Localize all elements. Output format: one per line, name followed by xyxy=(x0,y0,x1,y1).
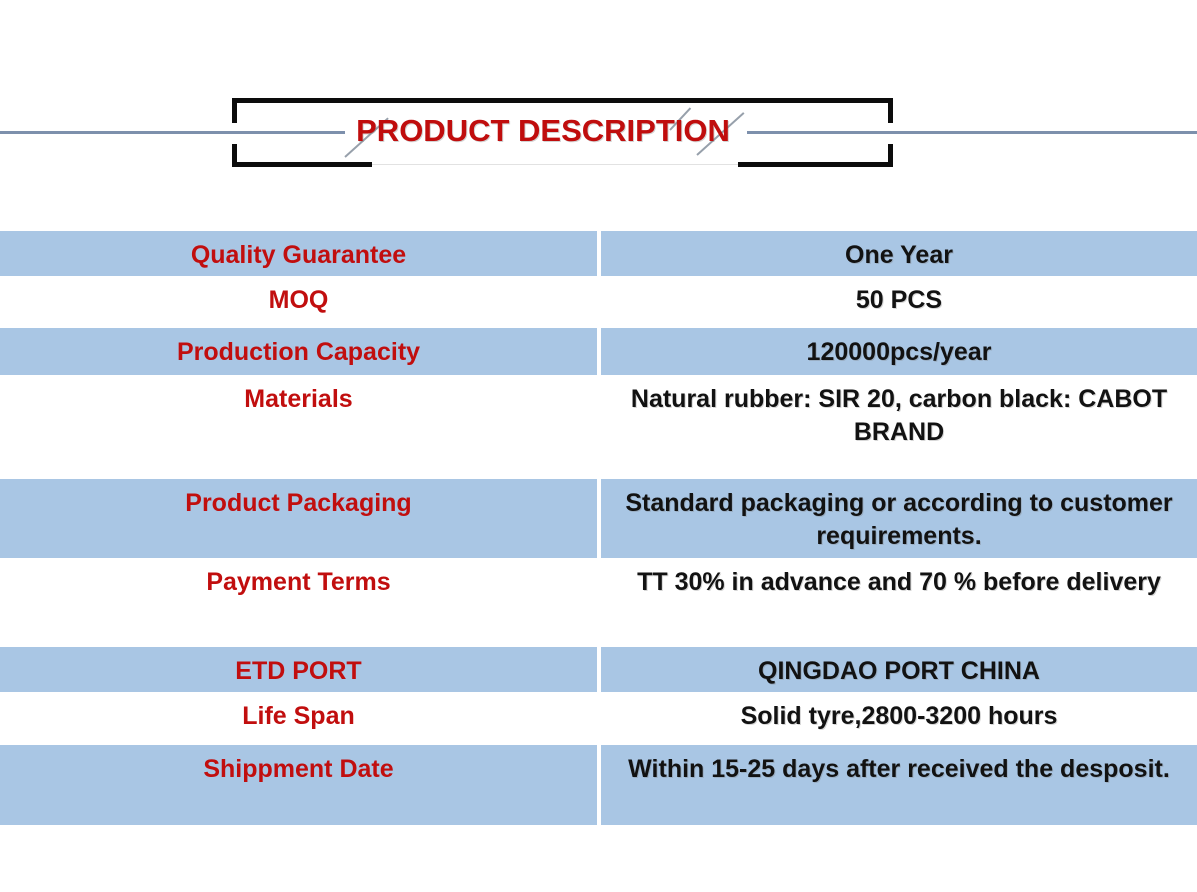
table-row xyxy=(0,745,1197,825)
row-value-text: 50 PCS xyxy=(855,286,943,314)
row-label: Life Span xyxy=(242,702,355,730)
row-value-text: Within 15-25 days after received the desposit. xyxy=(628,755,1170,783)
frame-bottom-border-right xyxy=(738,162,893,167)
table-row xyxy=(0,375,1197,479)
row-value xyxy=(601,558,1197,647)
row-value-text: One Year xyxy=(845,241,953,269)
table-row xyxy=(0,647,1197,692)
table-row xyxy=(0,692,1197,745)
row-label: Materials xyxy=(244,385,353,413)
row-value xyxy=(601,231,1197,276)
row-value xyxy=(601,328,1197,375)
product-spec-table xyxy=(0,231,1197,825)
row-value xyxy=(601,276,1197,328)
row-value-text: Standard packaging or according to customer requirements. xyxy=(625,489,1173,550)
row-label: Shippment Date xyxy=(0,745,597,825)
table-row xyxy=(0,328,1197,375)
table-row xyxy=(0,558,1197,647)
row-value xyxy=(601,479,1197,558)
table-row xyxy=(0,276,1197,328)
row-value xyxy=(601,375,1197,479)
section-title: PRODUCT DESCRIPTION xyxy=(356,113,730,148)
row-value xyxy=(601,692,1197,745)
accent-line-right xyxy=(747,131,1197,134)
accent-line-left xyxy=(0,131,345,134)
row-label: Product Packaging xyxy=(0,479,597,558)
row-label: Quality Guarantee xyxy=(0,231,597,276)
row-label: ETD PORT xyxy=(0,647,597,692)
frame-right-border-upper xyxy=(888,98,893,123)
row-value-text: QINGDAO PORT CHINA xyxy=(758,657,1040,685)
row-label: MOQ xyxy=(268,286,329,314)
frame-bottom-border-left xyxy=(232,162,372,167)
row-value xyxy=(601,745,1197,825)
row-label: Payment Terms xyxy=(206,568,391,596)
frame-bottom-faint-line xyxy=(372,164,738,165)
row-label: Production Capacity xyxy=(0,328,597,375)
row-value-text: TT 30% in advance and 70 % before delivery xyxy=(637,568,1161,596)
table-row xyxy=(0,231,1197,276)
table-row xyxy=(0,479,1197,558)
row-value-text: Natural rubber: SIR 20, carbon black: CABOT BRAND xyxy=(630,385,1168,446)
frame-left-border-upper xyxy=(232,98,237,123)
row-value-text: Solid tyre,2800-3200 hours xyxy=(740,702,1058,730)
frame-top-border xyxy=(232,98,893,103)
row-value xyxy=(601,647,1197,692)
row-value-text: 120000pcs/year xyxy=(806,338,992,366)
